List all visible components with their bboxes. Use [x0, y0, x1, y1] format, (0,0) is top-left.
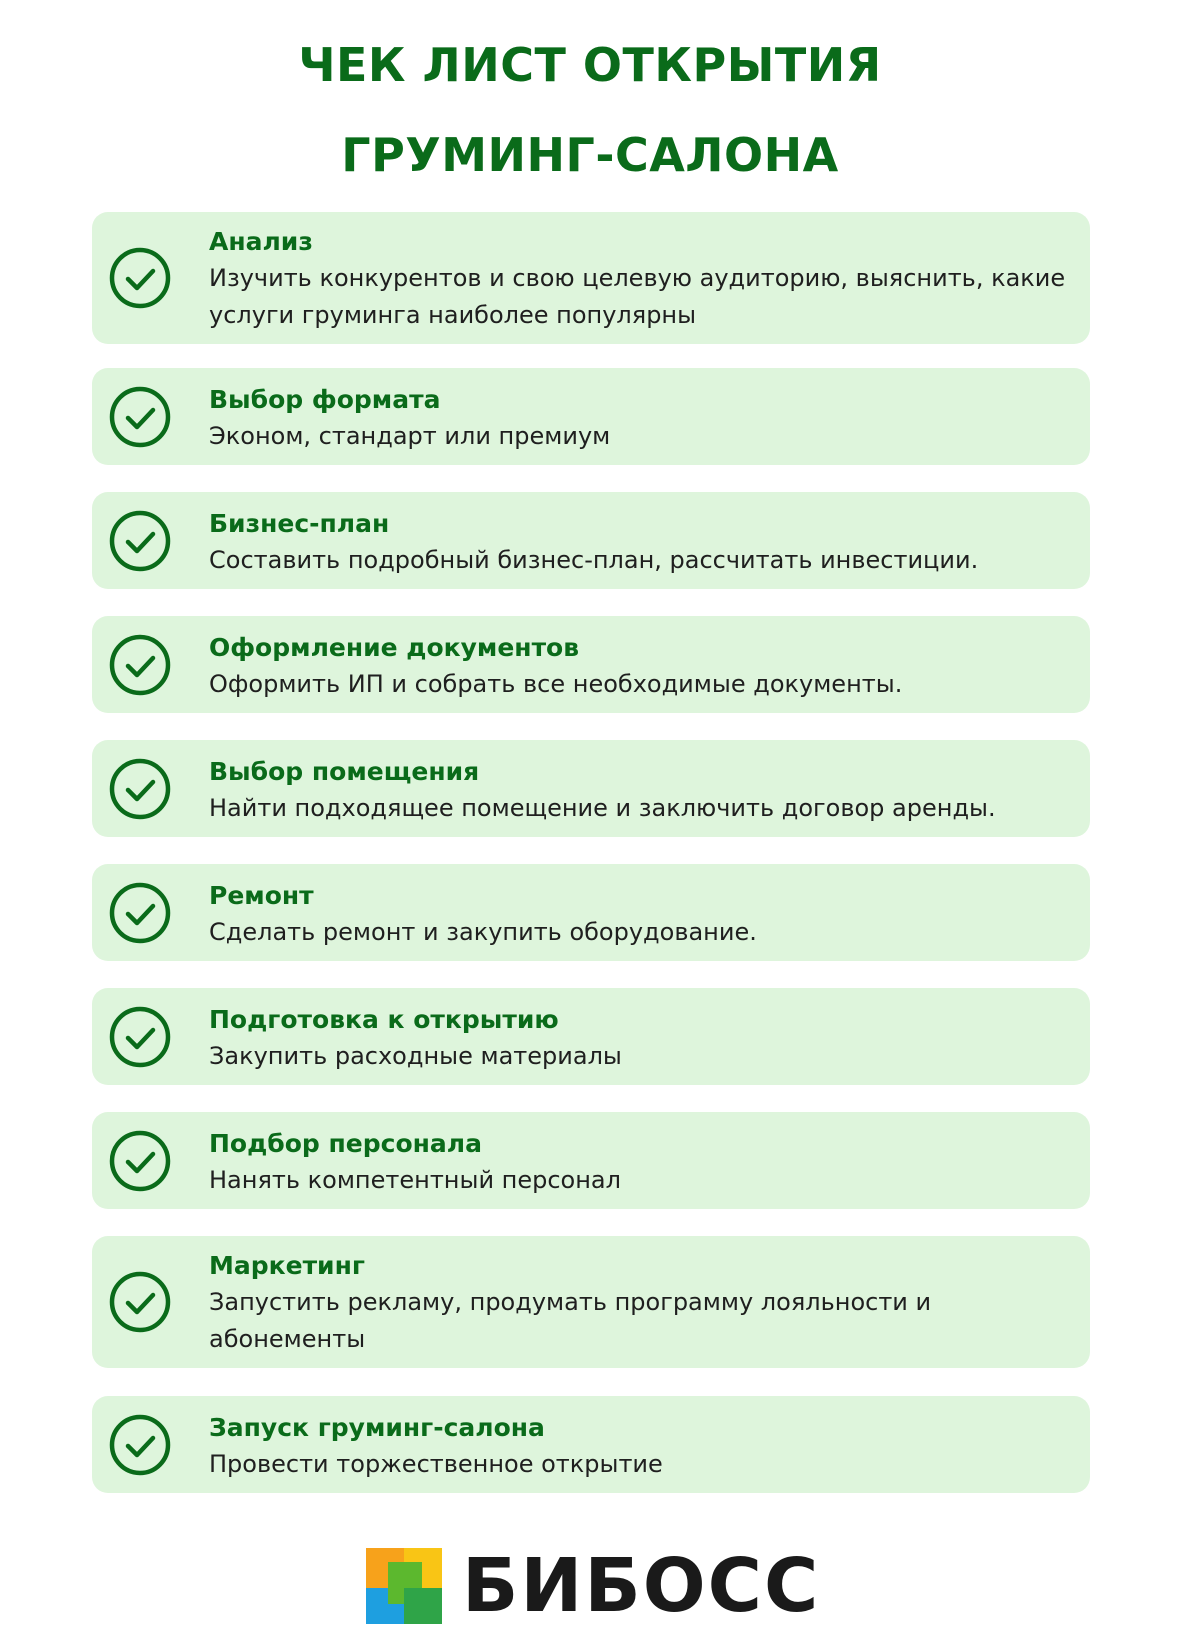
check-circle-icon: [108, 1413, 172, 1477]
logo-wordmark: БИБОСС: [462, 1543, 821, 1629]
item-description: Сделать ремонт и закупить оборудование.: [209, 918, 757, 946]
check-circle-icon: [108, 1129, 172, 1193]
checklist-item-format: [92, 368, 1090, 465]
item-heading: Подготовка к открытию: [209, 1005, 559, 1034]
checklist-item-documents: [92, 616, 1090, 713]
item-description: Нанять компетентный персонал: [209, 1166, 621, 1194]
item-heading: Запуск груминг-салона: [209, 1413, 545, 1442]
check-circle-icon: [108, 509, 172, 573]
checklist-item-premises: [92, 740, 1090, 837]
check-circle-icon: [108, 633, 172, 697]
item-heading: Бизнес-план: [209, 509, 390, 538]
item-heading: Маркетинг: [209, 1251, 365, 1280]
checklist-item-business-plan: [92, 492, 1090, 589]
item-heading: Оформление документов: [209, 633, 580, 662]
check-circle-icon: [108, 881, 172, 945]
checklist-item-launch: [92, 1396, 1090, 1493]
item-heading: Анализ: [209, 227, 313, 256]
item-heading: Подбор персонала: [209, 1129, 482, 1158]
checklist-item-staff: [92, 1112, 1090, 1209]
check-circle-icon: [108, 1270, 172, 1334]
checklist-item-marketing: [92, 1236, 1090, 1368]
checklist-item-analysis: [92, 212, 1090, 344]
item-description: Эконом, стандарт или премиум: [209, 422, 611, 450]
item-description: Закупить расходные материалы: [209, 1042, 622, 1070]
check-circle-icon: [108, 385, 172, 449]
checklist-item-renovation: [92, 864, 1090, 961]
item-description: Запустить рекламу, продумать программу лояльности и абонементы: [209, 1288, 932, 1353]
item-description: Составить подробный бизнес-план, рассчитать инвестиции.: [209, 546, 979, 574]
checklist-item-preparation: [92, 988, 1090, 1085]
page-title-line-1: ЧЕК ЛИСТ ОТКРЫТИЯ: [298, 38, 882, 92]
item-heading: Ремонт: [209, 881, 314, 910]
page-title-line-2: ГРУМИНГ-САЛОНА: [341, 128, 839, 182]
item-description: Найти подходящее помещение и заключить договор аренды.: [209, 794, 996, 822]
check-circle-icon: [108, 246, 172, 310]
item-heading: Выбор формата: [209, 385, 441, 414]
bibos-logo: [366, 1543, 821, 1629]
item-heading: Выбор помещения: [209, 757, 480, 786]
item-description: Провести торжественное открытие: [209, 1450, 663, 1478]
check-circle-icon: [108, 1005, 172, 1069]
item-description: Оформить ИП и собрать все необходимые документы.: [209, 670, 903, 698]
check-circle-icon: [108, 757, 172, 821]
item-description: Изучить конкурентов и свою целевую аудиторию, выяснить, какие услуги груминга наиболее популярны: [209, 264, 1066, 329]
logo-mark-icon: [366, 1548, 442, 1624]
